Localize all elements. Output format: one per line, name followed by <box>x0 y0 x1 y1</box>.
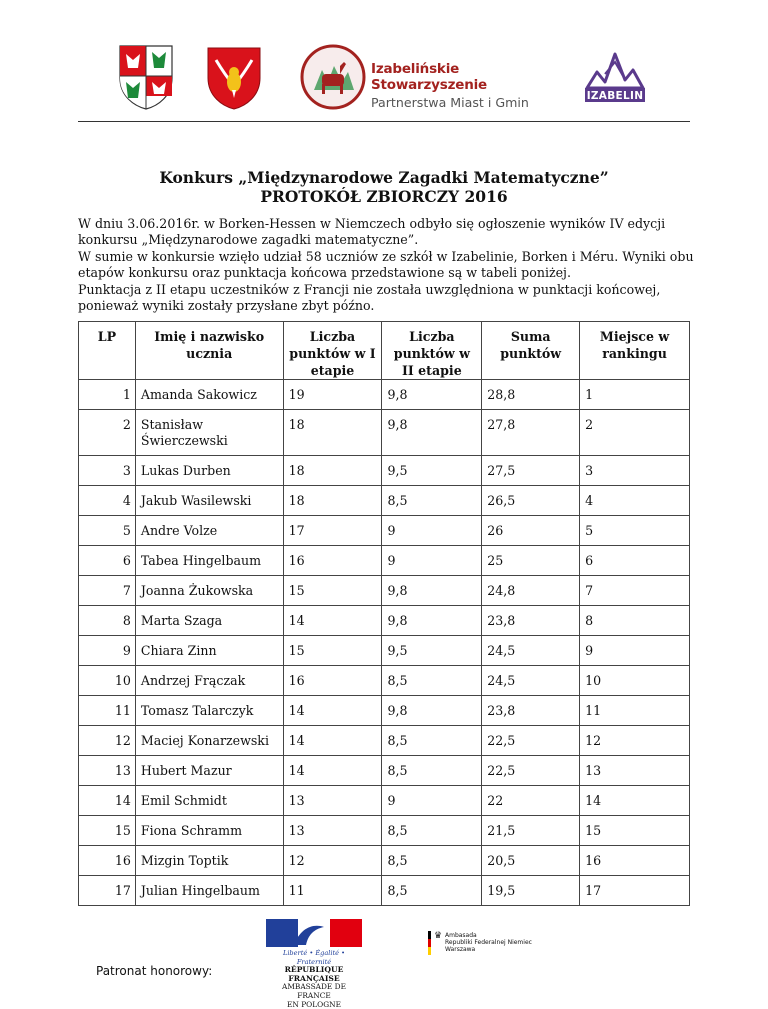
cell-sum: 28,8 <box>482 380 580 410</box>
cell-rank: 10 <box>580 666 690 696</box>
cell-sum: 23,8 <box>482 696 580 726</box>
cell-name: Andre Volze <box>135 516 283 546</box>
association-name-line2: Partnerstwa Miast i Gmin <box>371 95 529 110</box>
cell-rank: 15 <box>580 816 690 846</box>
rf-embassy-line2: EN POLOGNE <box>287 999 341 1009</box>
cell-rank: 4 <box>580 486 690 516</box>
cell-rank: 13 <box>580 756 690 786</box>
cell-sum: 24,5 <box>482 636 580 666</box>
cell-sum: 24,5 <box>482 666 580 696</box>
rf-embassy-line1: AMBASSADE DE FRANCE <box>282 982 346 1000</box>
cell-rank: 9 <box>580 636 690 666</box>
patronat-label: Patronat honorowy: <box>96 964 213 978</box>
cell-stage1: 17 <box>283 516 382 546</box>
cell-stage1: 15 <box>283 636 382 666</box>
cell-lp: 12 <box>79 726 136 756</box>
cell-stage2: 9,8 <box>382 380 482 410</box>
cell-stage1: 13 <box>283 816 382 846</box>
cell-stage1: 16 <box>283 666 382 696</box>
table-header-row <box>79 322 690 380</box>
cell-sum: 21,5 <box>482 816 580 846</box>
german-flag-icon <box>428 931 431 955</box>
table-row <box>79 876 690 906</box>
cell-rank: 3 <box>580 456 690 486</box>
cell-stage2: 9 <box>382 516 482 546</box>
table-row <box>79 410 690 456</box>
association-name-line1: Izabelińskie Stowarzyszenie <box>371 61 487 93</box>
cell-stage2: 8,5 <box>382 666 482 696</box>
cell-sum: 24,8 <box>482 576 580 606</box>
izabelin-label: IZABELIN <box>586 90 644 102</box>
cell-name: Tabea Hingelbaum <box>135 546 283 576</box>
table-row <box>79 486 690 516</box>
intro-paragraph: W dniu 3.06.2016r. w Borken-Hessen w Niemczech odbyło się ogłoszenie wyników IV edycji konkursu „Międzynarodowe zagadki matematyczne”. <box>78 216 666 248</box>
cell-stage2: 9 <box>382 546 482 576</box>
table-row <box>79 786 690 816</box>
cell-rank: 17 <box>580 876 690 906</box>
cell-stage1: 12 <box>283 846 382 876</box>
header-sum: Suma punktów <box>482 322 580 380</box>
cell-lp: 10 <box>79 666 136 696</box>
cell-lp: 4 <box>79 486 136 516</box>
eagle-icon: ♛ <box>434 931 443 941</box>
cell-name: Emil Schmidt <box>135 786 283 816</box>
cell-stage2: 8,5 <box>382 486 482 516</box>
cell-name: Maciej Konarzewski <box>135 726 283 756</box>
cell-stage1: 14 <box>283 606 382 636</box>
de-line3: Warszawa <box>445 946 476 953</box>
cell-sum: 26 <box>482 516 580 546</box>
cell-lp: 2 <box>79 410 136 456</box>
cell-lp: 16 <box>79 846 136 876</box>
cell-name: Hubert Mazur <box>135 756 283 786</box>
cell-lp: 11 <box>79 696 136 726</box>
cell-stage2: 9,5 <box>382 456 482 486</box>
cell-sum: 23,8 <box>482 606 580 636</box>
cell-sum: 25 <box>482 546 580 576</box>
cell-stage1: 18 <box>283 410 382 456</box>
cell-lp: 1 <box>79 380 136 410</box>
table-row <box>79 696 690 726</box>
cell-rank: 12 <box>580 726 690 756</box>
cell-stage1: 11 <box>283 876 382 906</box>
powiat-coat-of-arms-logo <box>118 44 174 110</box>
cell-sum: 27,8 <box>482 410 580 456</box>
intro-paragraph: Punktacja z II etapu uczestników z Francji nie została uwzględniona w punktacji końcowej, ponieważ wyniki zostały przysłane zbyt późno. <box>78 281 661 314</box>
cell-rank: 1 <box>580 380 690 410</box>
cell-lp: 6 <box>79 546 136 576</box>
cell-name: Andrzej Frączak <box>135 666 283 696</box>
header-rank: Miejsce w rankingu <box>580 322 690 380</box>
header-name: Imię i nazwisko ucznia <box>135 322 283 380</box>
cell-stage2: 9,8 <box>382 410 482 456</box>
cell-sum: 26,5 <box>482 486 580 516</box>
cell-stage2: 8,5 <box>382 756 482 786</box>
cell-rank: 11 <box>580 696 690 726</box>
cell-stage2: 9,8 <box>382 606 482 636</box>
table-row <box>79 380 690 410</box>
cell-lp: 14 <box>79 786 136 816</box>
cell-name: Marta Szaga <box>135 606 283 636</box>
cell-name: Amanda Sakowicz <box>135 380 283 410</box>
table-row <box>79 756 690 786</box>
cell-stage2: 8,5 <box>382 726 482 756</box>
table-row <box>79 606 690 636</box>
association-moose-logo <box>300 40 366 114</box>
logos-header <box>0 40 768 122</box>
cell-name: Jakub Wasilewski <box>135 486 283 516</box>
intro-paragraph: W sumie w konkursie wzięło udział 58 uczniów ze szkół w Izabelinie, Borken i Méru. Wyniki obu etapów konkursu oraz punktacja końcowa przedstawione są w tabeli poniżej. <box>78 248 694 281</box>
gmina-coat-of-arms-logo <box>206 46 262 110</box>
title-line-1: Konkurs „Międzynarodowe Zagadki Matematyczne” <box>159 168 609 187</box>
cell-stage1: 13 <box>283 786 382 816</box>
cell-sum: 22,5 <box>482 726 580 756</box>
header-lp: LP <box>79 322 136 380</box>
cell-lp: 15 <box>79 816 136 846</box>
cell-name: Lukas Durben <box>135 456 283 486</box>
cell-sum: 20,5 <box>482 846 580 876</box>
cell-rank: 16 <box>580 846 690 876</box>
cell-lp: 5 <box>79 516 136 546</box>
header-divider <box>78 121 690 122</box>
cell-rank: 6 <box>580 546 690 576</box>
de-line1: Ambasada <box>445 932 477 939</box>
header-stage1: Liczba punktów w I etapie <box>283 322 382 380</box>
cell-stage1: 15 <box>283 576 382 606</box>
cell-lp: 17 <box>79 876 136 906</box>
cell-sum: 22 <box>482 786 580 816</box>
cell-name: Chiara Zinn <box>135 636 283 666</box>
document-title <box>0 168 768 206</box>
header-stage2: Liczba punktów w II etapie <box>382 322 482 380</box>
cell-stage2: 8,5 <box>382 846 482 876</box>
cell-stage2: 8,5 <box>382 816 482 846</box>
cell-rank: 8 <box>580 606 690 636</box>
table-row <box>79 636 690 666</box>
cell-name: Mizgin Toptik <box>135 846 283 876</box>
table-row <box>79 546 690 576</box>
cell-name: Julian Hingelbaum <box>135 876 283 906</box>
title-line-2: PROTOKÓŁ ZBIORCZY 2016 <box>260 187 508 206</box>
cell-sum: 22,5 <box>482 756 580 786</box>
cell-lp: 13 <box>79 756 136 786</box>
cell-lp: 8 <box>79 606 136 636</box>
cell-stage2: 9 <box>382 786 482 816</box>
cell-sum: 27,5 <box>482 456 580 486</box>
table-row <box>79 726 690 756</box>
cell-lp: 7 <box>79 576 136 606</box>
table-row <box>79 816 690 846</box>
cell-stage2: 9,8 <box>382 576 482 606</box>
cell-stage1: 14 <box>283 726 382 756</box>
french-embassy-logo <box>266 919 376 1009</box>
cell-stage1: 14 <box>283 756 382 786</box>
cell-rank: 5 <box>580 516 690 546</box>
cell-name: Stanisław Świerczewski <box>135 410 283 456</box>
cell-lp: 3 <box>79 456 136 486</box>
cell-rank: 7 <box>580 576 690 606</box>
cell-rank: 14 <box>580 786 690 816</box>
cell-stage2: 9,5 <box>382 636 482 666</box>
cell-stage1: 19 <box>283 380 382 410</box>
cell-name: Fiona Schramm <box>135 816 283 846</box>
cell-name: Tomasz Talarczyk <box>135 696 283 726</box>
rf-motto: Liberté • Égalité • Fraternité <box>282 949 346 966</box>
cell-stage2: 9,8 <box>382 696 482 726</box>
rf-name: RÉPUBLIQUE FRANÇAISE <box>284 965 344 983</box>
table-row <box>79 456 690 486</box>
cell-stage1: 14 <box>283 696 382 726</box>
table-row <box>79 666 690 696</box>
cell-name: Joanna Żukowska <box>135 576 283 606</box>
cell-lp: 9 <box>79 636 136 666</box>
cell-sum: 19,5 <box>482 876 580 906</box>
intro-text <box>78 216 698 314</box>
cell-stage1: 18 <box>283 486 382 516</box>
cell-stage2: 8,5 <box>382 876 482 906</box>
cell-stage1: 18 <box>283 456 382 486</box>
table-row <box>79 516 690 546</box>
cell-rank: 2 <box>580 410 690 456</box>
results-table <box>78 321 690 906</box>
marianne-icon <box>266 919 362 949</box>
cell-stage1: 16 <box>283 546 382 576</box>
table-row <box>79 846 690 876</box>
de-line2: Republiki Federalnej Niemiec <box>445 939 532 946</box>
table-row <box>79 576 690 606</box>
german-embassy-logo <box>428 931 548 971</box>
